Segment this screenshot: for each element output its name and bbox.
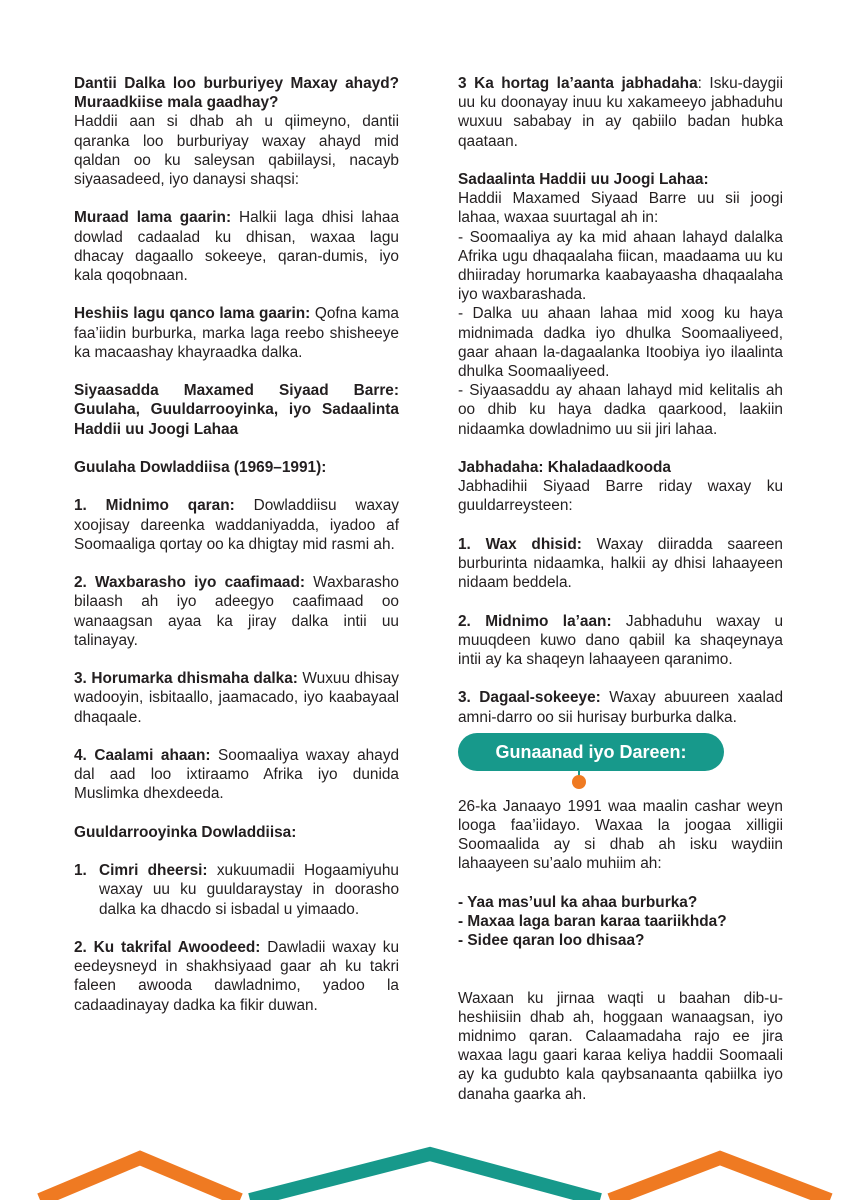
conclusion-banner	[458, 729, 783, 783]
guul-text-4: Soomaaliya waxay ahayd dal aad loo ixtiraamo Afrika iyo dunida Muslimka dhexdeeda.	[74, 746, 399, 803]
jabhad-item-2	[458, 612, 783, 670]
sadaalin-point-3: - Siyaasaddu ay ahaan lahayd mid kelitalis ah oo dhib ku haya dadka qaarkood, laakiin nidaamka dowladnimo uu sii jiri lahaa.	[458, 382, 783, 438]
guulaha-heading: Guulaha Dowladdiisa (1969–1991):	[74, 459, 327, 476]
jabhad-text-3: Waxay abuureen xaalad amni-darro oo sii hurisay burburka dalka.	[458, 689, 784, 726]
guul-label-1: 1. Midnimo qaran:	[74, 497, 235, 515]
guul-item-2	[74, 573, 399, 650]
conclusion-banner-label: Gunaanad iyo Dareen:	[458, 733, 724, 771]
jabhad-block	[458, 458, 783, 516]
muraad-label: Muraad lama gaarin:	[74, 209, 232, 227]
jabhad-item-3	[458, 688, 783, 726]
guul-label-4: 4. Caalami ahaan:	[74, 746, 211, 764]
jabhad-item-1	[458, 535, 783, 593]
guul-text-1: Dowladdiisu waxay xoojisay dareenka waddaniyadda, iyadoo af Soomaaliga qortay oo ka dhigtay mid rasmi ah.	[74, 497, 399, 553]
guul-item-3	[74, 669, 399, 727]
guul-label-3: 3. Horumarka dhismaha dalka:	[74, 670, 298, 688]
guul-item-4	[74, 746, 399, 804]
jabhad-text-2: Jabhaduhu waxay u muuqdeen kuwo dano qabiil ka shaqeynaya intii ay ka shaqeyn lahaayeen qaranimo.	[458, 612, 784, 669]
question-3: - Sidee qaran loo dhisaa?	[458, 932, 645, 950]
intro-block	[74, 74, 399, 189]
sadaalin-point-2: - Dalka uu ahaan lahaa mid xoog ku haya midnimada dadka iyo dhulka Soomaaliyeed, gaar ahaan la-dagaalanka Itoobiya iyo ilaalinta dhulka Soomaaliyeed.	[458, 305, 783, 381]
jabhad-label-1: 1. Wax dhisid:	[458, 535, 582, 553]
guuldarro-label-1: Cimri dheersi:	[99, 862, 208, 880]
teal-zigzag	[250, 1154, 600, 1200]
section-heading: Siyaasadda Maxamed Siyaad Barre: Guulaha, Guuldarrooyinka, iyo Sadaalinta Haddii uu Joogi Lahaa	[74, 382, 399, 438]
sadaalin-block	[458, 170, 783, 439]
sadaalin-intro: Haddii Maxamed Siyaad Barre uu sii joogi lahaa, waxaa suurtagal ah in:	[458, 190, 783, 227]
muraad-text: Halkii laga dhisi lahaa dowlad cadaalad ku dhisan, waxaa lagu dhacay dagaallo sokeeye, qaran-dumis, iyo kala qoqobnaan.	[74, 209, 399, 285]
heshiis-text: Qofna kama faa’iidin burburka, marka laga reebo shisheeye ka macaashay khayraadka dalka.	[74, 305, 399, 361]
final-paragraph: Waxaan ku jirnaa waqti u baahan dib-u-heshiisiin dhab ah, hoggaan wanaagsan, iyo midnimo qaran. Calaamadaha rajo ee jira waxaa lagu gaari karaa keliya haddii Soomaali ay ka gudubto kala qaybsanaanta qabiilka iyo danaha gaarka ah.	[458, 989, 783, 1103]
question-list	[458, 893, 783, 951]
heshiis-label: Heshiis lagu qanco lama gaarin:	[74, 305, 311, 323]
intro-text: Haddii aan si dhab ah u qiimeyno, dantii qaranka loo burburiyay waxay ahayd mid qaldan oo ku saleysan qabiilaysi, nacayb siyaasadeed, iyo danaysi shaqsi:	[74, 113, 399, 189]
guuldarro-text-3: : Isku-daygii uu ku doonayay inuu ku xakameeyo jabhaduhu wuxuu sababay in ay qabiilo badan hubka qaataan.	[458, 75, 784, 150]
guuldarro-label-3: 3 Ka hortag la’aanta jabhadaha	[458, 75, 698, 92]
guuldarro-item-3	[458, 74, 783, 151]
guuldarro-text-2: Dawladii waxay ku eedeysneyd in shakhsiyaad gaar ah ku takri faleen awooda dawladnimo, yadoo la cadaadinayay dadka ka fikir duwan.	[74, 938, 399, 1014]
paragraph-muraad	[74, 208, 399, 285]
jabhad-label-2: 2. Midnimo la’aan:	[458, 612, 612, 630]
orange-dot-icon	[572, 775, 586, 789]
jabhad-label-3: 3. Dagaal-sokeeye:	[458, 689, 601, 707]
footer-zigzag-decoration	[0, 1140, 848, 1200]
question-2: - Maxaa laga baran karaa taariikhda?	[458, 913, 727, 931]
guuldarro-item-2	[74, 938, 399, 1015]
orange-zigzag-left	[40, 1158, 240, 1200]
paragraph-heshiis	[74, 304, 399, 362]
jabhad-heading: Jabhadaha: Khaladaadkooda	[458, 459, 671, 477]
conclusion-text: 26-ka Janaayo 1991 waa maalin cashar weyn looga faa’iidayo. Waxaa la joogaa xilligii Soomaalida ay si dhab ah isku waydiin lahaayeen su’aalo muhiim ah:	[458, 797, 783, 873]
right-column	[458, 74, 783, 1104]
question-1: - Yaa mas’uul ka ahaa burburka?	[458, 893, 698, 911]
sadaalin-point-1: - Soomaaliya ay ka mid ahaan lahayd dalalka Afrika ugu dhaqaalaha fiican, maadaama uu ku dhiiraday horumarka kaabayaasha dhaqaalaha iyo waxbarashada.	[458, 228, 783, 304]
jabhad-text-1: Waxay diiradda saareen burburinta nidaamka, halkii ay dhisi lahaayeen nidaam beddela.	[458, 535, 783, 592]
orange-zigzag-right	[610, 1158, 830, 1200]
guuldarro-label-2: 2. Ku takrifal Awoodeed:	[74, 938, 261, 956]
intro-heading: Dantii Dalka loo burburiyey Maxay ahayd? Muraadkiise mala gaadhay?	[74, 75, 399, 112]
sadaalin-heading: Sadaalinta Haddii uu Joogi Lahaa:	[458, 171, 709, 188]
guuldarro-num-1: 1.	[74, 862, 87, 880]
guuldarro-heading: Guuldarrooyinka Dowladdiisa:	[74, 823, 297, 841]
guul-text-3: Wuxuu dhisay wadooyin, isbitaallo, jaamacado, iyo kaabayaal dhaqaale.	[74, 670, 400, 726]
jabhad-intro: Jabhadihii Siyaad Barre riday waxay ku guuldarreysteen:	[458, 478, 783, 515]
guuldarro-text-1: xukuumadii Hogaamiyuhu waxay uu ku guuldaraystay in doorasho dalka ka dhacdo si isbadal u yimaado.	[99, 862, 399, 918]
guul-text-2: Waxbarasho bilaash ah iyo adeegyo caafimaad oo wanaagsan ayaa ka jiray dalka intii uu talinayay.	[74, 574, 399, 649]
left-column	[74, 74, 399, 1034]
guul-label-2: 2. Waxbarasho iyo caafimaad:	[74, 574, 305, 592]
guuldarro-item-1	[74, 861, 399, 919]
guul-item-1	[74, 496, 399, 554]
guuldarro-body-1	[99, 861, 399, 919]
